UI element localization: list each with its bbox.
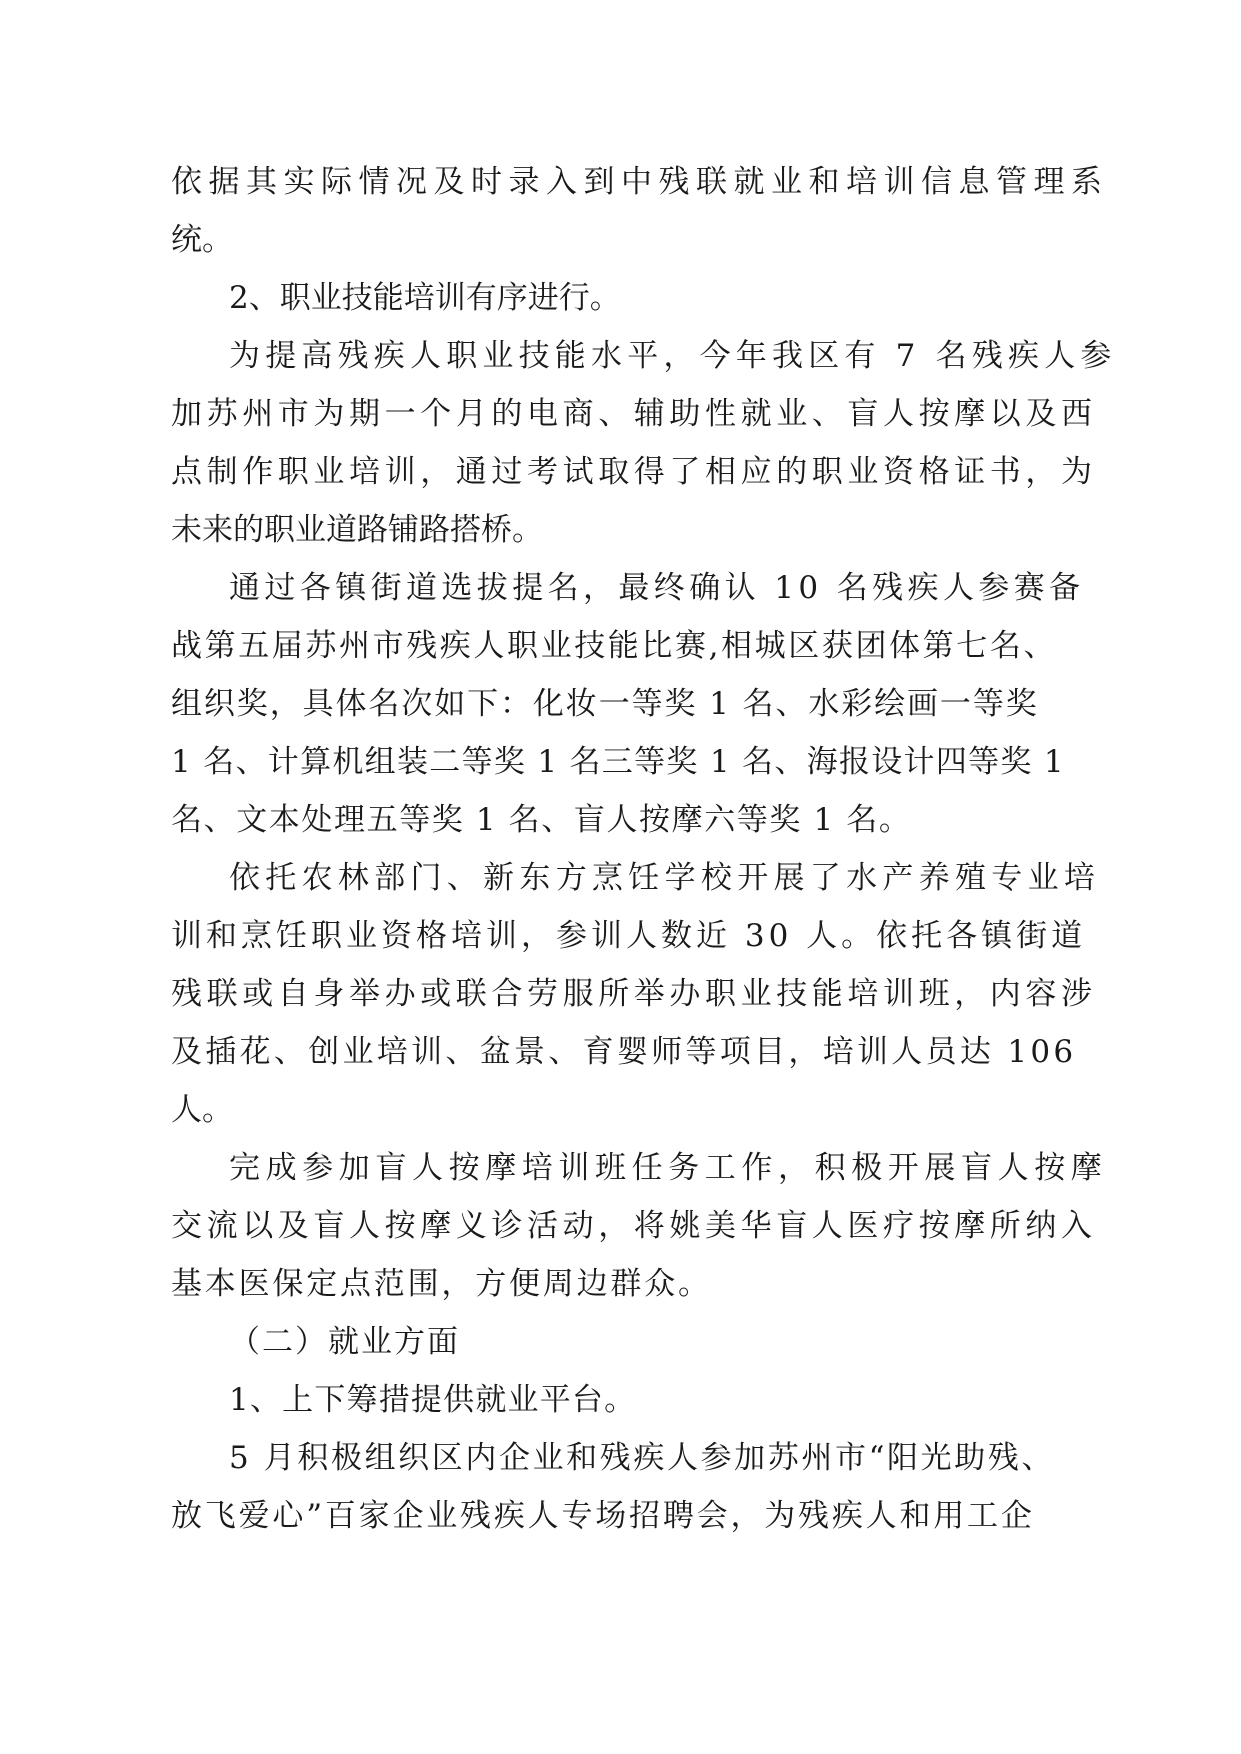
text-line: 统。 — [171, 222, 233, 258]
text-line: 完成参加盲人按摩培训班任务工作，积极开展盲人按摩 — [229, 1150, 1108, 1186]
text-line: 名、文本处理五等奖 1 名、盲人按摩六等奖 1 名。 — [171, 802, 912, 838]
text-line: 交流以及盲人按摩义诊活动，将姚美华盲人医疗按摩所纳入 — [171, 1208, 1097, 1244]
text-line: 残联或自身举办或联合劳服所举办职业技能培训班，内容涉 — [171, 976, 1097, 1012]
text-line: 组织奖，具体名次如下：化妆一等奖 1 名、水彩绘画一等奖 — [171, 686, 1039, 722]
text-line: 2、职业技能培训有序进行。 — [229, 280, 621, 316]
text-line: 依据其实际情况及时录入到中残联就业和培训信息管理系 — [171, 164, 1109, 200]
text-line: 战第五届苏州市残疾人职业技能比赛,相城区获团体第七名、 — [171, 628, 1058, 664]
text-line: 训和烹饪职业资格培训，参训人数近 30 人。依托各镇街道 — [171, 918, 1087, 954]
text-line: 5 月积极组织区内企业和残疾人参加苏州市“阳光助残、 — [229, 1440, 1056, 1476]
text-line: 依托农林部门、新东方烹饪学校开展了水产养殖专业培 — [229, 860, 1101, 896]
text-line: 为提高残疾人职业技能水平，今年我区有 7 名残疾人参 — [229, 338, 1117, 374]
text-line: 点制作职业培训，通过考试取得了相应的职业资格证书，为 — [171, 454, 1097, 490]
text-line: 加苏州市为期一个月的电商、辅助性就业、盲人按摩以及西 — [171, 396, 1097, 432]
section-heading: （二）就业方面 — [229, 1324, 460, 1360]
text-line: 未来的职业道路铺路搭桥。 — [171, 512, 543, 548]
text-line: 1、上下筹措提供就业平台。 — [229, 1382, 637, 1418]
text-line: 及插花、创业培训、盆景、育婴师等项目，培训人员达 106 — [171, 1034, 1077, 1070]
text-line: 通过各镇街道选拔提名，最终确认 10 名残疾人参赛备 — [229, 570, 1085, 606]
text-line: 放飞爱心”百家企业残疾人专场招聘会，为残疾人和用工企 — [171, 1498, 1035, 1534]
text-line: 人。 — [171, 1092, 233, 1128]
text-line: 基本医保定点范围，方便周边群众。 — [171, 1266, 712, 1302]
text-line: 1 名、计算机组装二等奖 1 名三等奖 1 名、海报设计四等奖 1 — [171, 744, 1065, 780]
